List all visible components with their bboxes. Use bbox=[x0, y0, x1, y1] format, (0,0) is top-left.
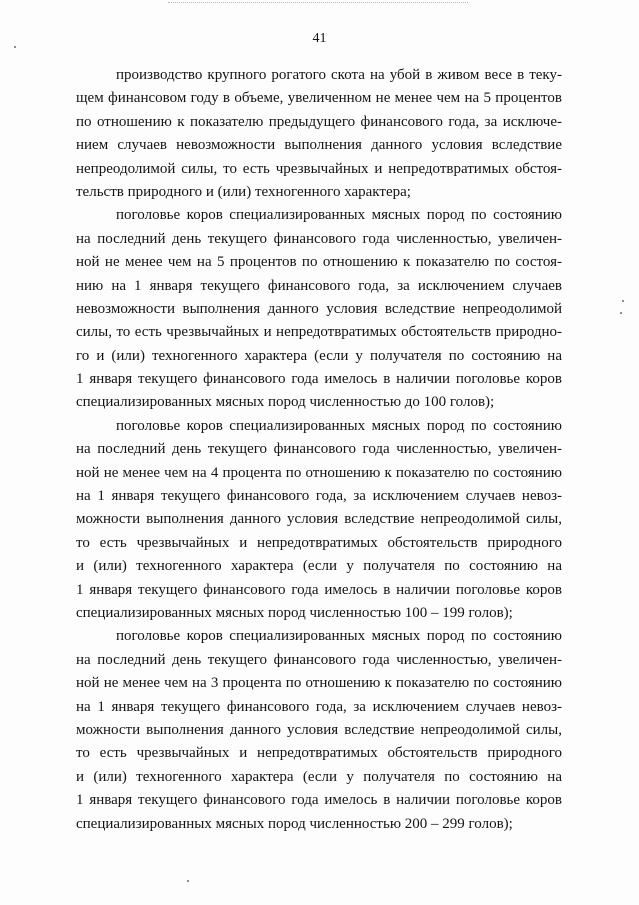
scan-speck bbox=[622, 300, 624, 302]
text-line: непреодолимой силы, то есть чрезвычайных и непредотвратимых обстоя- bbox=[76, 160, 562, 177]
text-line: поголовье коров специализированных мясных пород по состоянию bbox=[116, 417, 562, 434]
scan-speck bbox=[14, 46, 16, 48]
text-line: производство крупного рогатого скота на убой в живом весе в теку- bbox=[116, 67, 562, 83]
text-line: силы, то есть чрезвычайных и непредотвратимых обстоятельств природно- bbox=[76, 324, 562, 341]
text-line: ной не менее чем на 3 процента по отношению к показателю по состоянию bbox=[76, 675, 562, 692]
page-number: 41 bbox=[312, 31, 327, 46]
text-line: го и (или) техногенного характера (если у получателя по состоянию на bbox=[76, 347, 562, 364]
text-line: поголовье коров специализированных мясных пород по состоянию bbox=[116, 628, 562, 645]
text-line: 1 января текущего финансового года имелось в наличии поголовье коров bbox=[76, 581, 562, 598]
text-line: специализированных мясных пород численностью 100 – 199 голов); bbox=[76, 604, 513, 621]
text-line: можности выполнения данного условия вследствие непреодолимой силы, bbox=[76, 721, 562, 738]
paragraph bbox=[76, 625, 562, 836]
text-line: на последний день текущего финансового года численностью, увеличен- bbox=[76, 230, 562, 247]
text-line: на 1 января текущего финансового года, за исключением случаев невоз- bbox=[76, 698, 562, 715]
text-line: ной не менее чем на 5 процентов по отношению к показателю по состоя- bbox=[76, 254, 562, 271]
text-line: на последний день текущего финансового года численностью, увеличен- bbox=[76, 441, 562, 458]
text-line: нием случаев невозможности выполнения данного условия вследствие bbox=[76, 137, 562, 154]
text-line: поголовье коров специализированных мясных пород по состоянию bbox=[116, 207, 562, 224]
text-line: по отношению к показателю предыдущего финансового года, за исключе- bbox=[76, 113, 562, 130]
paragraph bbox=[76, 204, 562, 415]
text-line: щем финансовом году в объеме, увеличенном не менее чем на 5 процентов bbox=[76, 90, 562, 107]
text-line: нию на 1 января текущего финансового года, за исключением случаев bbox=[76, 277, 562, 294]
text-line: 1 января текущего финансового года имелось в наличии поголовье коров bbox=[76, 371, 562, 388]
text-line: и (или) техногенного характера (если у получателя по состоянию на bbox=[76, 768, 562, 785]
text-line: тельств природного и (или) техногенного характера; bbox=[76, 183, 411, 200]
text-line: то есть чрезвычайных и непредотвратимых обстоятельств природного bbox=[76, 534, 562, 551]
paragraph bbox=[76, 64, 562, 204]
text-line: специализированных мясных пород численностью до 100 голов); bbox=[76, 394, 495, 411]
scan-speck bbox=[620, 312, 622, 314]
paragraph bbox=[76, 415, 562, 626]
text-line: на 1 января текущего финансового года, за исключением случаев невоз- bbox=[76, 488, 562, 505]
text-line: то есть чрезвычайных и непредотвратимых обстоятельств природного bbox=[76, 745, 562, 762]
text-line: на последний день текущего финансового года численностью, увеличен- bbox=[76, 651, 562, 668]
scan-speck bbox=[187, 880, 189, 882]
text-line: можности выполнения данного условия вследствие непреодолимой силы, bbox=[76, 511, 562, 528]
body-text bbox=[76, 64, 562, 836]
text-line: и (или) техногенного характера (если у получателя по состоянию на bbox=[76, 558, 562, 575]
text-line: 1 января текущего финансового года имелось в наличии поголовье коров bbox=[76, 792, 562, 809]
text-line: невозможности выполнения данного условия вследствие непреодолимой bbox=[76, 300, 562, 317]
top-edge-rule bbox=[168, 2, 468, 3]
text-line: специализированных мясных пород численностью 200 – 299 голов); bbox=[76, 815, 513, 832]
text-line: ной не менее чем на 4 процента по отношению к показателю по состоянию bbox=[76, 464, 562, 481]
